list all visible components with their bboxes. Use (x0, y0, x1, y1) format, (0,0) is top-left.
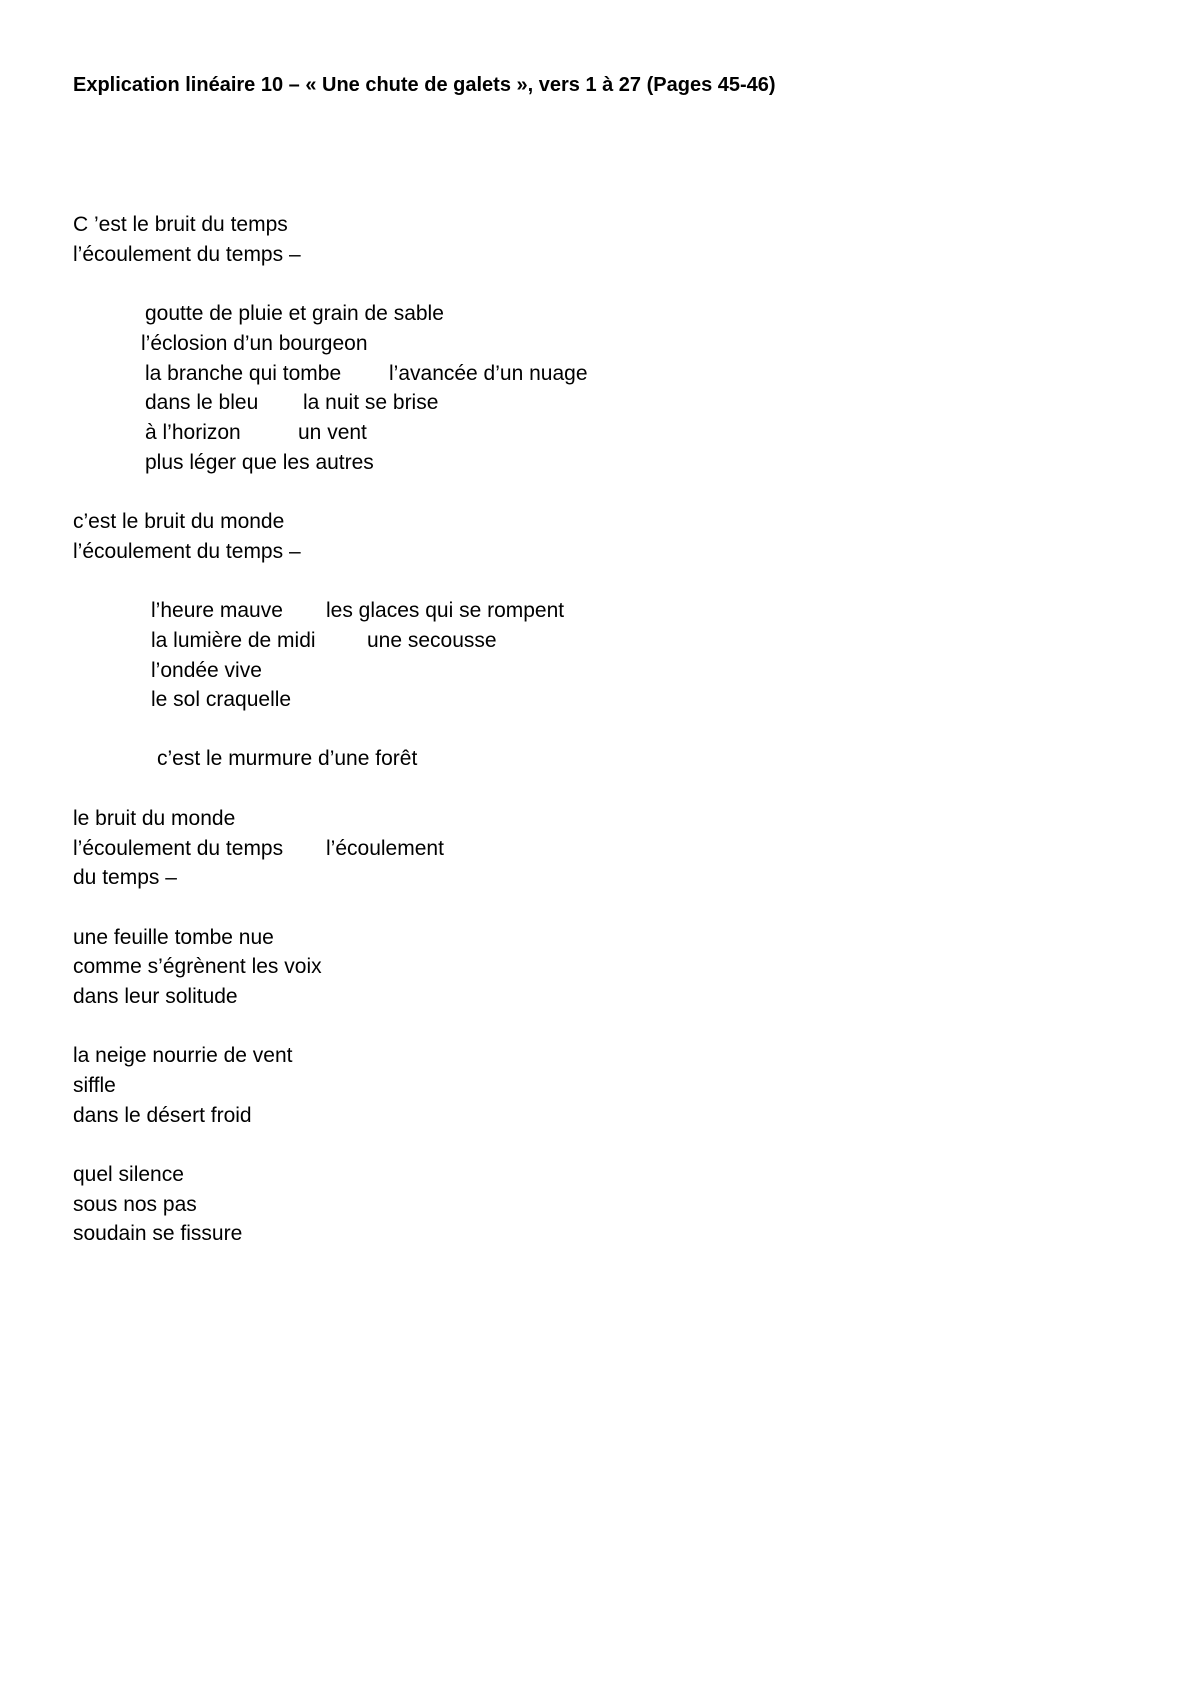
poem-line: l’heure mauve (151, 599, 283, 622)
poem-line: la lumière de midi (151, 629, 316, 652)
poem-line: l’écoulement du temps (73, 837, 284, 860)
poem-line: la branche qui tombe (145, 362, 342, 385)
poem-line: comme s’égrènent les voix (73, 955, 322, 978)
document-title: Explication linéaire 10 – « Une chute de galets », vers 1 à 27 (Pages 45-46) (73, 74, 776, 96)
poem-line: le bruit du monde (73, 807, 236, 830)
poem-line: dans leur solitude (73, 985, 238, 1008)
poem-line: le sol craquelle (151, 688, 292, 711)
poem-line: goutte de pluie et grain de sable (145, 302, 444, 325)
poem-line: l’écoulement du temps – (73, 540, 301, 563)
poem-line: une secousse (367, 629, 497, 652)
poem-line: une feuille tombe nue (73, 926, 274, 949)
poem-line: c’est le bruit du monde (73, 510, 285, 533)
poem-line: à l’horizon (145, 421, 241, 444)
poem-line: C ’est le bruit du temps (73, 213, 288, 236)
poem-line: l’écoulement (326, 837, 444, 860)
poem-line: dans le bleu (145, 391, 259, 414)
poem-line: dans le désert froid (73, 1104, 252, 1127)
poem-line: les glaces qui se rompent (326, 599, 565, 622)
poem-line: du temps – (73, 866, 177, 889)
poem-line: la neige nourrie de vent (73, 1044, 293, 1067)
poem-line: quel silence (73, 1163, 184, 1186)
poem-line: l’éclosion d’un bourgeon (141, 332, 368, 355)
poem-line: sous nos pas (73, 1193, 197, 1216)
poem-line: soudain se fissure (73, 1222, 243, 1245)
poem-line: l’avancée d’un nuage (389, 362, 588, 385)
poem-line: plus léger que les autres (145, 451, 374, 474)
poem-line: un vent (298, 421, 367, 444)
poem-line: l’écoulement du temps – (73, 243, 301, 266)
poem-line: c’est le murmure d’une forêt (157, 747, 418, 770)
poem-line: siffle (73, 1074, 116, 1097)
poem-line: l’ondée vive (151, 659, 262, 682)
poem-line: la nuit se brise (303, 391, 439, 414)
